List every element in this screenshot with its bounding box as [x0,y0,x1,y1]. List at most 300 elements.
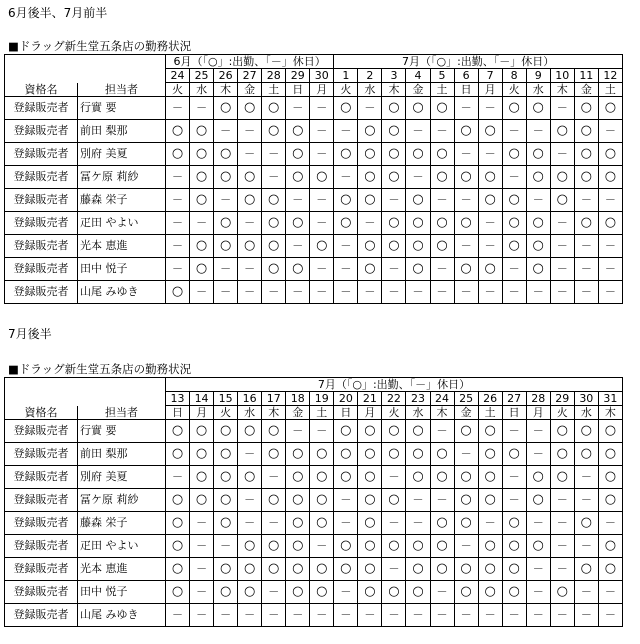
attendance-cell: － [190,558,214,581]
attendance-cell: ○ [478,558,502,581]
table-row [5,581,623,604]
attendance-cell: ○ [190,466,214,489]
attendance-cell: ○ [334,212,358,235]
attendance-cell: － [310,281,334,304]
attendance-cell: ○ [214,143,238,166]
weekday: 土 [262,83,286,97]
table-row [5,166,623,189]
attendance-cell: － [262,581,286,604]
month-label: 6月（「○」:出勤、「－」休日） [166,55,334,69]
attendance-cell: ○ [334,558,358,581]
attendance-cell: － [238,443,262,466]
attendance-cell: ○ [238,535,262,558]
table-row [5,420,623,443]
attendance-cell: － [334,120,358,143]
day-number: 10 [550,69,574,83]
attendance-cell: ○ [406,466,430,489]
attendance-cell: － [454,97,478,120]
attendance-cell: ○ [550,466,574,489]
attendance-cell: － [310,189,334,212]
attendance-cell: － [598,281,622,304]
attendance-cell: ○ [550,443,574,466]
attendance-cell: ○ [286,120,310,143]
attendance-cell: － [214,189,238,212]
attendance-cell: － [214,604,238,627]
attendance-cell: ○ [478,466,502,489]
attendance-cell: ○ [190,235,214,258]
attendance-cell: ○ [358,535,382,558]
attendance-cell: ○ [598,97,622,120]
attendance-cell: ○ [262,235,286,258]
attendance-cell: ○ [478,258,502,281]
person-header: 担当者 [78,406,166,420]
attendance-cell: ○ [214,489,238,512]
attendance-cell: － [166,97,190,120]
attendance-cell: － [502,466,526,489]
attendance-cell: － [190,604,214,627]
attendance-cell: ○ [190,258,214,281]
attendance-cell: － [166,258,190,281]
attendance-cell: ○ [334,97,358,120]
attendance-cell: ○ [190,166,214,189]
section1-title: 6月後半、7月前半 [8,6,108,20]
attendance-cell: － [454,235,478,258]
day-number: 9 [526,69,550,83]
day-number: 2 [358,69,382,83]
attendance-cell: － [478,604,502,627]
qualification-header: 資格名 [5,83,78,97]
attendance-cell: ○ [166,420,190,443]
weekday: 火 [502,83,526,97]
person-cell: 田中 悦子 [78,258,166,281]
attendance-cell: － [286,420,310,443]
attendance-cell: － [382,558,406,581]
table-row [5,97,623,120]
attendance-cell: ○ [310,581,334,604]
attendance-cell: ○ [526,143,550,166]
attendance-cell: － [166,166,190,189]
attendance-cell: － [406,281,430,304]
weekday: 火 [166,83,190,97]
attendance-cell: ○ [262,489,286,512]
table-row [5,235,623,258]
attendance-cell: ○ [286,489,310,512]
attendance-cell: － [382,258,406,281]
person-cell: 冨ケ原 莉紗 [78,166,166,189]
attendance-cell: － [478,143,502,166]
attendance-cell: － [574,489,598,512]
attendance-cell: － [526,558,550,581]
corner-cell [5,55,166,83]
attendance-cell: ○ [406,143,430,166]
attendance-cell: ○ [358,420,382,443]
attendance-cell: ○ [238,558,262,581]
corner-cell [5,378,166,406]
attendance-cell: ○ [214,443,238,466]
attendance-cell: ○ [382,212,406,235]
table-row [5,120,623,143]
attendance-cell: － [430,258,454,281]
attendance-cell: ○ [454,258,478,281]
attendance-cell: － [574,235,598,258]
attendance-cell: － [574,258,598,281]
attendance-cell: ○ [214,420,238,443]
day-number: 11 [574,69,598,83]
day-number: 30 [574,392,598,406]
attendance-cell: － [526,281,550,304]
qualification-cell: 登録販売者 [5,604,78,627]
attendance-cell: ○ [262,212,286,235]
attendance-cell: － [598,120,622,143]
attendance-cell: － [214,281,238,304]
attendance-cell: ○ [550,166,574,189]
day-number: 18 [286,392,310,406]
attendance-cell: － [238,120,262,143]
attendance-cell: ○ [286,443,310,466]
attendance-cell: － [238,512,262,535]
attendance-cell: ○ [238,420,262,443]
qualification-cell: 登録販売者 [5,535,78,558]
attendance-cell: ○ [310,558,334,581]
attendance-cell: ○ [382,143,406,166]
day-number: 27 [238,69,262,83]
weekday: 金 [454,406,478,420]
attendance-cell: － [502,120,526,143]
weekday: 水 [190,83,214,97]
day-number: 31 [598,392,622,406]
weekday: 月 [310,83,334,97]
day-number: 16 [238,392,262,406]
attendance-cell: ○ [190,443,214,466]
attendance-cell: ○ [262,558,286,581]
weekday: 水 [406,406,430,420]
attendance-cell: ○ [238,466,262,489]
table-row [5,535,623,558]
weekday: 木 [214,83,238,97]
attendance-cell: － [550,258,574,281]
attendance-cell: ○ [382,235,406,258]
attendance-cell: － [478,97,502,120]
weekday: 日 [286,83,310,97]
attendance-cell: ○ [310,489,334,512]
weekday: 木 [430,406,454,420]
attendance-cell: ○ [286,581,310,604]
attendance-cell: ○ [358,258,382,281]
attendance-cell: － [430,581,454,604]
day-number: 23 [406,392,430,406]
attendance-cell: ○ [190,189,214,212]
attendance-cell: ○ [310,443,334,466]
attendance-cell: ○ [430,166,454,189]
attendance-cell: ○ [214,235,238,258]
attendance-cell: ○ [358,466,382,489]
attendance-cell: － [454,535,478,558]
attendance-cell: ○ [382,535,406,558]
attendance-cell: ○ [382,420,406,443]
attendance-cell: ○ [262,189,286,212]
attendance-cell: － [550,535,574,558]
attendance-cell: ○ [310,235,334,258]
attendance-cell: － [310,120,334,143]
attendance-cell: － [382,189,406,212]
attendance-cell: － [406,489,430,512]
person-cell: 光本 恵進 [78,558,166,581]
attendance-cell: ○ [310,466,334,489]
attendance-cell: － [526,120,550,143]
attendance-cell: － [310,212,334,235]
day-number: 1 [334,69,358,83]
day-number: 30 [310,69,334,83]
attendance-cell: ○ [382,166,406,189]
weekday: 火 [382,406,406,420]
attendance-cell: ○ [406,189,430,212]
weekday: 月 [478,83,502,97]
person-cell: 疋田 やよい [78,535,166,558]
attendance-cell: ○ [598,489,622,512]
attendance-cell: ○ [286,466,310,489]
attendance-cell: ○ [214,512,238,535]
day-number: 12 [598,69,622,83]
person-cell: 前田 梨那 [78,120,166,143]
attendance-cell: － [262,143,286,166]
attendance-cell: ○ [238,189,262,212]
attendance-cell: ○ [598,466,622,489]
day-number: 5 [430,69,454,83]
attendance-cell: － [550,143,574,166]
person-cell: 光本 恵進 [78,235,166,258]
attendance-cell: ○ [454,420,478,443]
day-number: 4 [406,69,430,83]
attendance-cell: － [214,258,238,281]
attendance-cell: － [262,281,286,304]
attendance-cell: － [334,166,358,189]
person-cell: 別府 美夏 [78,466,166,489]
attendance-cell: ○ [358,512,382,535]
day-number: 19 [310,392,334,406]
attendance-cell: ○ [430,512,454,535]
attendance-cell: － [166,189,190,212]
attendance-cell: ○ [502,443,526,466]
schedule-table-1 [4,54,623,304]
person-cell: 山尾 みゆき [78,604,166,627]
attendance-cell: ○ [310,166,334,189]
qualification-cell: 登録販売者 [5,120,78,143]
attendance-cell: ○ [574,143,598,166]
section1-subtitle: ■ドラッグ新生堂五条店の勤務状況 [8,39,192,53]
day-number: 25 [190,69,214,83]
attendance-cell: ○ [526,212,550,235]
person-cell: 藤森 栄子 [78,189,166,212]
attendance-cell: － [502,258,526,281]
attendance-cell: － [190,535,214,558]
weekday: 日 [166,406,190,420]
attendance-cell: ○ [550,581,574,604]
qualification-cell: 登録販売者 [5,281,78,304]
section2-title: 7月後半 [8,327,52,341]
attendance-cell: － [334,281,358,304]
attendance-cell: － [550,512,574,535]
attendance-cell: － [478,212,502,235]
attendance-cell: － [190,512,214,535]
attendance-cell: ○ [430,558,454,581]
attendance-cell: ○ [190,489,214,512]
weekday: 土 [478,406,502,420]
attendance-cell: ○ [214,581,238,604]
attendance-cell: ○ [430,212,454,235]
attendance-cell: ○ [430,97,454,120]
person-header: 担当者 [78,83,166,97]
weekday-row [5,83,623,97]
attendance-cell: ○ [166,512,190,535]
day-number: 13 [166,392,190,406]
attendance-cell: ○ [574,212,598,235]
weekday: 月 [190,406,214,420]
attendance-cell: － [526,420,550,443]
attendance-cell: ○ [574,120,598,143]
weekday: 土 [430,83,454,97]
attendance-cell: － [286,604,310,627]
attendance-cell: ○ [598,443,622,466]
qualification-cell: 登録販売者 [5,489,78,512]
table-row [5,281,623,304]
person-cell: 田中 悦子 [78,581,166,604]
attendance-cell: ○ [214,97,238,120]
day-number: 8 [502,69,526,83]
attendance-cell: ○ [214,166,238,189]
weekday: 火 [214,406,238,420]
attendance-cell: － [334,489,358,512]
month-header-row [5,55,623,69]
qualification-cell: 登録販売者 [5,512,78,535]
attendance-cell: － [430,281,454,304]
qualification-cell: 登録販売者 [5,443,78,466]
attendance-cell: － [238,604,262,627]
weekday: 土 [310,406,334,420]
attendance-cell: － [598,235,622,258]
attendance-cell: ○ [190,120,214,143]
attendance-cell: ○ [358,120,382,143]
table-row [5,558,623,581]
day-number: 29 [286,69,310,83]
attendance-cell: ○ [358,189,382,212]
attendance-cell: － [430,604,454,627]
attendance-cell: ○ [502,535,526,558]
attendance-cell: ○ [598,143,622,166]
attendance-cell: ○ [214,212,238,235]
attendance-cell: ○ [502,212,526,235]
attendance-cell: － [262,512,286,535]
attendance-cell: － [262,166,286,189]
day-number: 26 [214,69,238,83]
attendance-cell: － [526,189,550,212]
qualification-cell: 登録販売者 [5,166,78,189]
attendance-cell: ○ [406,212,430,235]
table-row [5,466,623,489]
attendance-cell: ○ [358,166,382,189]
attendance-cell: ○ [550,120,574,143]
attendance-cell: － [502,166,526,189]
table-row [5,189,623,212]
attendance-cell: ○ [166,143,190,166]
attendance-cell: － [478,281,502,304]
day-number: 25 [454,392,478,406]
attendance-cell: － [430,489,454,512]
attendance-cell: ○ [382,120,406,143]
attendance-cell: ○ [166,443,190,466]
attendance-cell: ○ [334,443,358,466]
weekday: 水 [526,83,550,97]
person-cell: 疋田 やよい [78,212,166,235]
attendance-cell: － [454,189,478,212]
qualification-cell: 登録販売者 [5,235,78,258]
attendance-cell: ○ [502,581,526,604]
attendance-cell: ○ [454,512,478,535]
day-number: 7 [478,69,502,83]
table-row [5,604,623,627]
attendance-cell: ○ [598,558,622,581]
attendance-cell: － [382,466,406,489]
weekday: 金 [574,83,598,97]
attendance-cell: ○ [238,581,262,604]
attendance-cell: ○ [406,235,430,258]
attendance-cell: ○ [454,120,478,143]
attendance-cell: ○ [478,189,502,212]
section2-subtitle: ■ドラッグ新生堂五条店の勤務状況 [8,362,192,376]
weekday: 木 [598,406,622,420]
attendance-cell: ○ [526,466,550,489]
attendance-cell: ○ [454,166,478,189]
attendance-cell: － [358,604,382,627]
attendance-cell: ○ [406,443,430,466]
attendance-cell: － [310,420,334,443]
weekday: 月 [358,406,382,420]
attendance-cell: － [262,604,286,627]
attendance-cell: ○ [406,558,430,581]
day-number: 24 [166,69,190,83]
attendance-cell: ○ [406,420,430,443]
qualification-cell: 登録販売者 [5,143,78,166]
attendance-cell: ○ [334,535,358,558]
attendance-cell: － [430,120,454,143]
attendance-cell: － [214,120,238,143]
attendance-cell: ○ [574,166,598,189]
attendance-cell: ○ [526,258,550,281]
attendance-cell: － [190,212,214,235]
attendance-cell: ○ [478,535,502,558]
attendance-cell: － [310,97,334,120]
table-row [5,443,623,466]
attendance-cell: － [454,443,478,466]
weekday: 火 [550,406,574,420]
attendance-cell: － [574,281,598,304]
attendance-cell: ○ [478,120,502,143]
attendance-cell: － [334,512,358,535]
attendance-cell: ○ [166,535,190,558]
attendance-cell: － [310,258,334,281]
attendance-cell: － [238,281,262,304]
attendance-cell: － [166,466,190,489]
attendance-cell: － [358,281,382,304]
attendance-cell: ○ [526,489,550,512]
attendance-cell: － [430,189,454,212]
qualification-cell: 登録販売者 [5,258,78,281]
attendance-cell: － [526,443,550,466]
attendance-cell: － [382,281,406,304]
attendance-cell: ○ [406,581,430,604]
attendance-cell: － [238,212,262,235]
attendance-cell: － [238,258,262,281]
day-number: 28 [526,392,550,406]
